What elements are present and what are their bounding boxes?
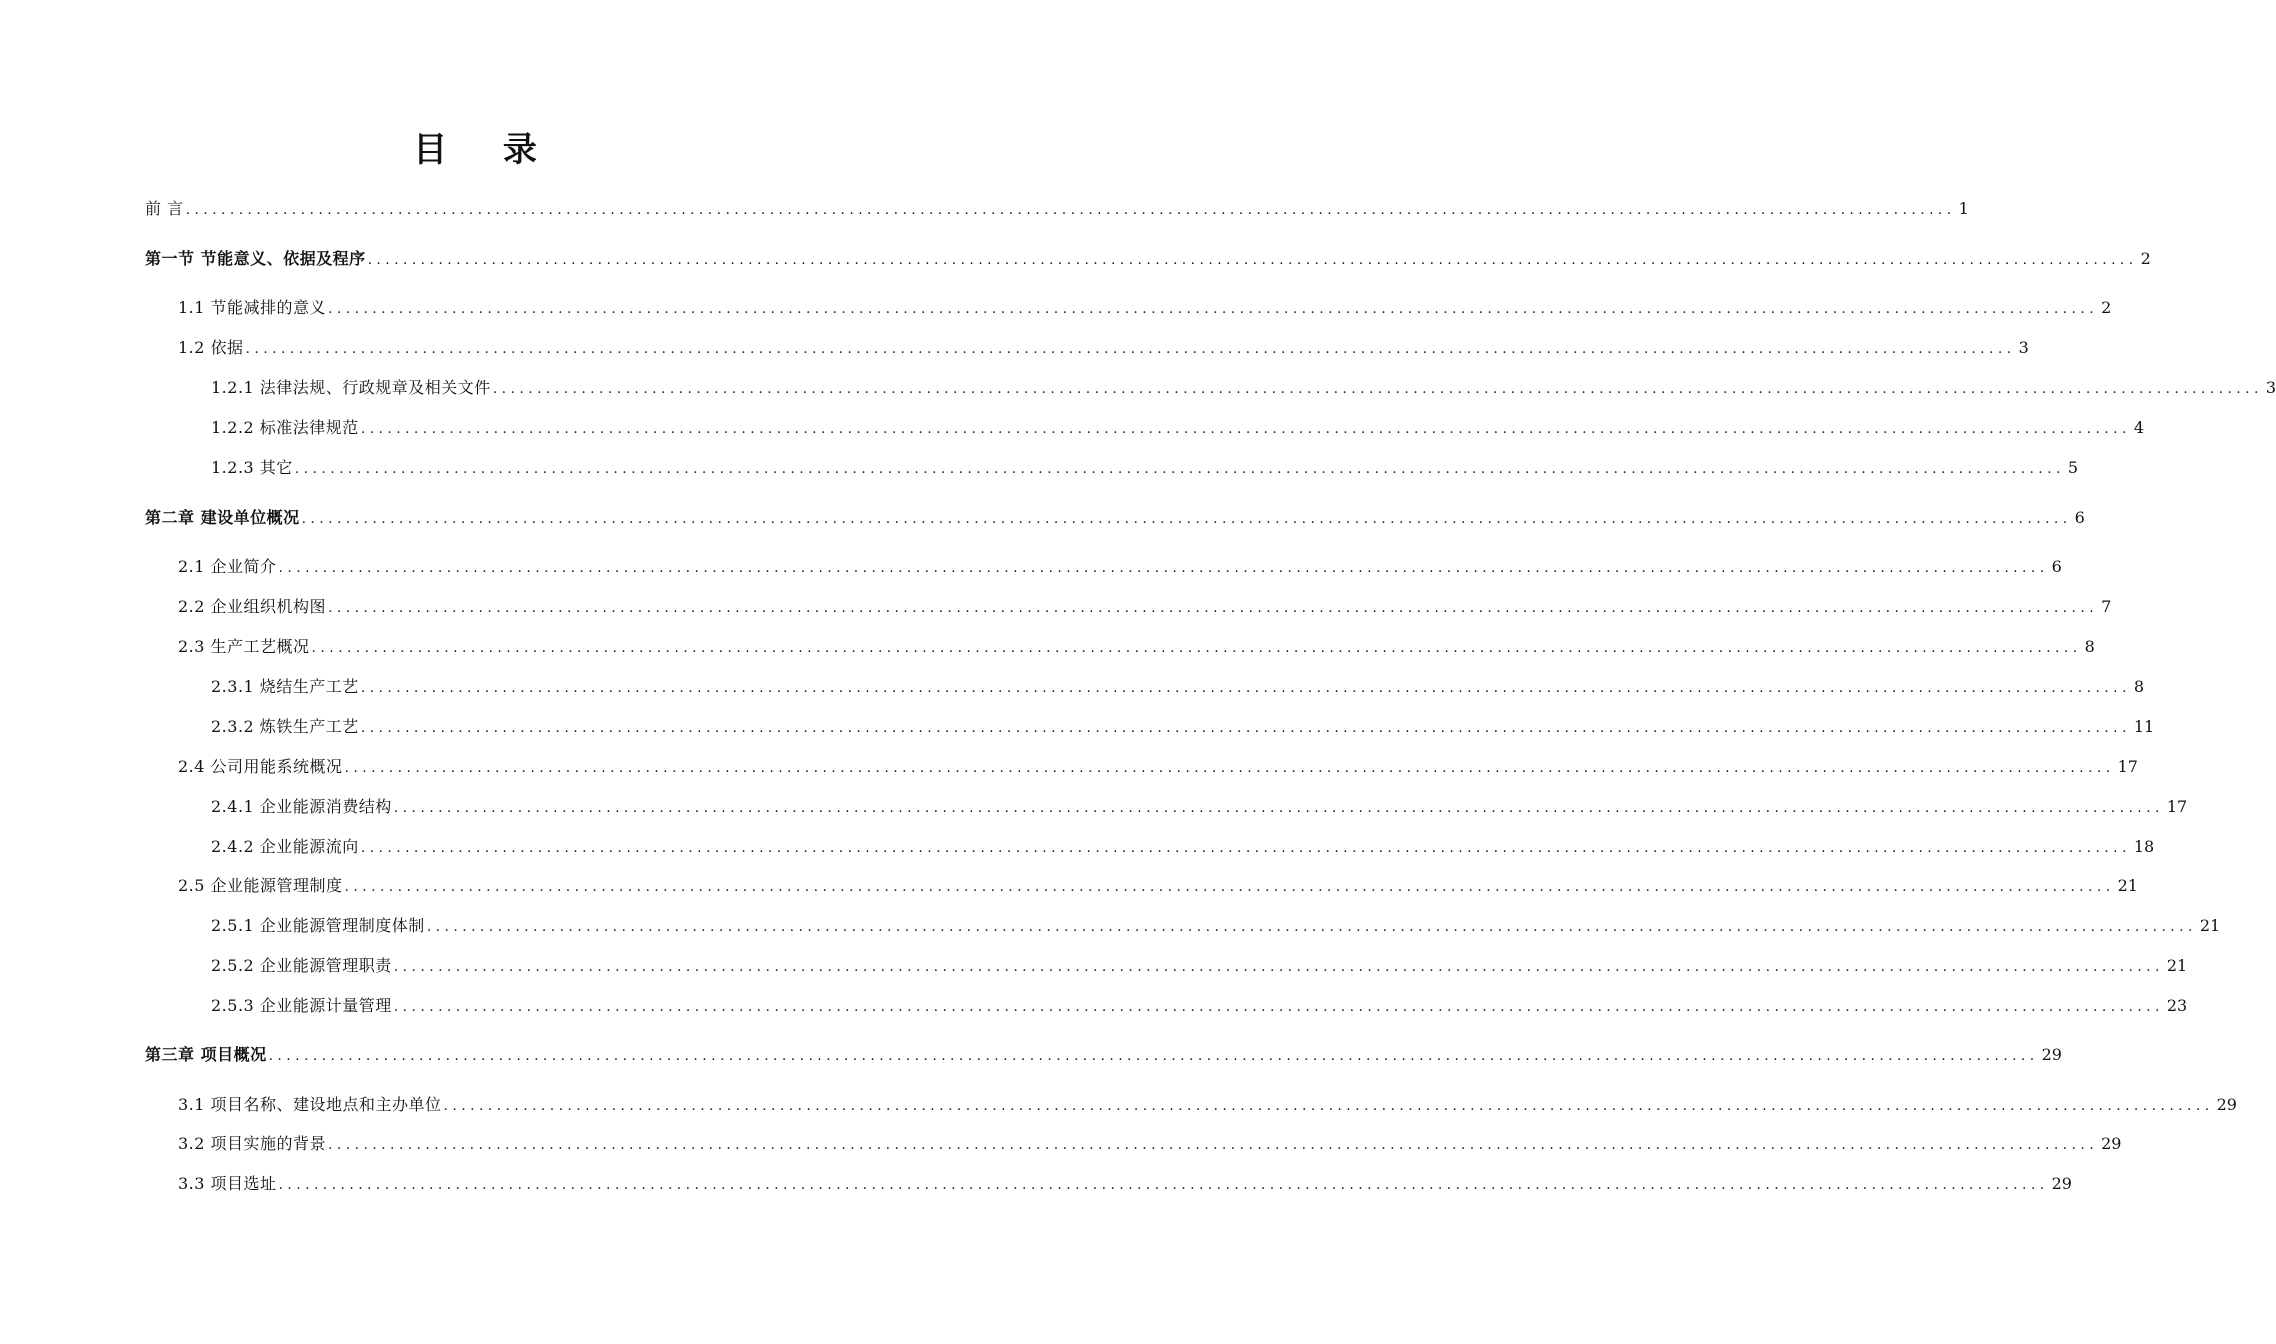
toc-entry[interactable] bbox=[211, 913, 2221, 939]
toc-dot-leader: ........................................................................................................................................................................................................ bbox=[426, 919, 2197, 935]
toc-dot-leader: ........................................................................................................................................................................................................ bbox=[328, 301, 2099, 317]
toc-entry-text: 2.2 企业组织机构图 bbox=[178, 597, 327, 616]
toc-entry-page-number: 6 bbox=[2051, 557, 2062, 576]
toc-entry-text: 1.2.1 法律法规、行政规章及相关文件 bbox=[211, 378, 491, 397]
toc-entry-page-number: 2 bbox=[2101, 298, 2112, 317]
toc-entry-page-number: 29 bbox=[2101, 1134, 2122, 1153]
toc-entry-page-number: 29 bbox=[2051, 1174, 2072, 1193]
toc-entry[interactable] bbox=[178, 1131, 2122, 1157]
toc-entry[interactable] bbox=[145, 246, 2151, 272]
toc-entry-text: 2.1 企业简介 bbox=[178, 557, 277, 576]
toc-entry[interactable] bbox=[178, 594, 2112, 620]
toc-dot-leader: ........................................................................................................................................................................................................ bbox=[328, 600, 2099, 616]
toc-entry[interactable] bbox=[178, 335, 2029, 361]
toc-entry-page-number: 21 bbox=[2117, 876, 2138, 895]
toc-entry-text: 2.5.1 企业能源管理制度体制 bbox=[211, 916, 425, 935]
toc-entry-text: 2.3.1 烧结生产工艺 bbox=[211, 677, 359, 696]
toc-dot-leader: ........................................................................................................................................................................................................ bbox=[443, 1098, 2214, 1114]
toc-entry-page-number: 11 bbox=[2133, 717, 2155, 736]
toc-entry-text: 2.3 生产工艺概况 bbox=[178, 637, 310, 656]
toc-entry-page-number: 2 bbox=[2140, 249, 2151, 268]
toc-entry-text: 2.4 公司用能系统概况 bbox=[178, 757, 343, 776]
toc-entry-text: 1.2.3 其它 bbox=[211, 458, 293, 477]
toc-entry-text: 2.3.2 炼铁生产工艺 bbox=[211, 717, 359, 736]
toc-entry-text: 2.5 企业能源管理制度 bbox=[178, 876, 343, 895]
toc-entry-text: 前 言 bbox=[145, 199, 184, 218]
toc-entry[interactable] bbox=[178, 1092, 2237, 1118]
toc-entry-page-number: 4 bbox=[2133, 418, 2145, 437]
toc-dot-leader: ........................................................................................................................................................................................................ bbox=[360, 840, 2131, 856]
toc-entry-page-number: 3 bbox=[2265, 378, 2276, 397]
toc-dot-leader: ........................................................................................................................................................................................................ bbox=[278, 560, 2049, 576]
toc-entry-page-number: 21 bbox=[2166, 956, 2188, 975]
toc-entry[interactable] bbox=[145, 1042, 2062, 1068]
toc-entry-text: 1.2 依据 bbox=[178, 338, 244, 357]
toc-entry[interactable] bbox=[211, 714, 2155, 740]
toc-dot-leader: ........................................................................................................................................................................................................ bbox=[344, 879, 2115, 895]
toc-entry[interactable] bbox=[211, 993, 2188, 1019]
toc-entry-page-number: 8 bbox=[2133, 677, 2145, 696]
toc-dot-leader: ........................................................................................................................................................................................................ bbox=[360, 421, 2131, 437]
toc-dot-leader: ........................................................................................................................................................................................................ bbox=[301, 511, 2072, 527]
toc-entry-text: 3.3 项目选址 bbox=[178, 1174, 277, 1193]
toc-dot-leader: ........................................................................................................................................................................................................ bbox=[393, 999, 2164, 1015]
toc-entry-text: 第一节 节能意义、依据及程序 bbox=[145, 249, 366, 268]
toc-dot-leader: ........................................................................................................................................................................................................ bbox=[278, 1177, 2049, 1193]
toc-entry-page-number: 7 bbox=[2101, 597, 2112, 616]
toc-entry[interactable] bbox=[178, 295, 2112, 321]
toc-entry-page-number: 21 bbox=[2199, 916, 2221, 935]
toc-entry[interactable] bbox=[211, 834, 2155, 860]
toc-entry-page-number: 29 bbox=[2041, 1045, 2062, 1064]
toc-dot-leader: ........................................................................................................................................................................................................ bbox=[367, 252, 2138, 268]
toc-entry[interactable] bbox=[178, 1171, 2072, 1197]
toc-dot-leader: ........................................................................................................................................................................................................ bbox=[245, 341, 2016, 357]
toc-entry[interactable] bbox=[211, 415, 2145, 441]
toc-dot-leader: ........................................................................................................................................................................................................ bbox=[311, 640, 2082, 656]
toc-entry-text: 2.4.1 企业能源消费结构 bbox=[211, 797, 392, 816]
toc-entry-text: 第三章 项目概况 bbox=[145, 1045, 267, 1064]
toc-entry[interactable] bbox=[145, 196, 1969, 222]
toc-entry-text: 1.2.2 标准法律规范 bbox=[211, 418, 359, 437]
toc-entry-text: 2.5.2 企业能源管理职责 bbox=[211, 956, 392, 975]
toc-entry-text: 第二章 建设单位概况 bbox=[145, 508, 300, 527]
toc-entry-text: 3.1 项目名称、建设地点和主办单位 bbox=[178, 1095, 442, 1114]
toc-entry-page-number: 17 bbox=[2117, 757, 2138, 776]
toc-dot-leader: ........................................................................................................................................................................................................ bbox=[360, 720, 2131, 736]
toc-entry-page-number: 23 bbox=[2166, 996, 2188, 1015]
toc-entry[interactable] bbox=[145, 505, 2085, 531]
toc-entry-text: 3.2 项目实施的背景 bbox=[178, 1134, 327, 1153]
toc-entry-text: 2.5.3 企业能源计量管理 bbox=[211, 996, 392, 1015]
toc-entry[interactable] bbox=[211, 674, 2145, 700]
toc-dot-leader: ........................................................................................................................................................................................................ bbox=[492, 381, 2263, 397]
toc-entry-text: 2.4.2 企业能源流向 bbox=[211, 837, 359, 856]
toc-entry[interactable] bbox=[211, 953, 2188, 979]
toc-entry[interactable] bbox=[211, 794, 2188, 820]
toc-entry-page-number: 5 bbox=[2067, 458, 2079, 477]
toc-entry-page-number: 17 bbox=[2166, 797, 2188, 816]
toc-dot-leader: ........................................................................................................................................................................................................ bbox=[393, 800, 2164, 816]
toc-entry-page-number: 6 bbox=[2074, 508, 2085, 527]
toc-dot-leader: ........................................................................................................................................................................................................ bbox=[185, 202, 1956, 218]
toc-entry-text: 1.1 节能减排的意义 bbox=[178, 298, 327, 317]
toc-entry-page-number: 1 bbox=[1958, 199, 1969, 218]
toc-entry[interactable] bbox=[211, 455, 2079, 481]
toc-entry-page-number: 29 bbox=[2216, 1095, 2237, 1114]
toc-entry[interactable] bbox=[211, 375, 2276, 401]
toc-entry-page-number: 18 bbox=[2133, 837, 2155, 856]
toc-entry[interactable] bbox=[178, 754, 2138, 780]
toc-entry[interactable] bbox=[178, 873, 2138, 899]
toc-dot-leader: ........................................................................................................................................................................................................ bbox=[328, 1137, 2099, 1153]
toc-entry[interactable] bbox=[178, 634, 2095, 660]
toc-dot-leader: ........................................................................................................................................................................................................ bbox=[294, 461, 2065, 477]
toc-title: 目 录 bbox=[413, 130, 559, 170]
toc-entry-page-number: 3 bbox=[2018, 338, 2029, 357]
toc-dot-leader: ........................................................................................................................................................................................................ bbox=[393, 959, 2164, 975]
toc-entry-page-number: 8 bbox=[2084, 637, 2095, 656]
toc-dot-leader: ........................................................................................................................................................................................................ bbox=[360, 680, 2131, 696]
toc-entry[interactable] bbox=[178, 554, 2062, 580]
toc-dot-leader: ........................................................................................................................................................................................................ bbox=[344, 760, 2115, 776]
toc-dot-leader: ........................................................................................................................................................................................................ bbox=[268, 1048, 2039, 1064]
